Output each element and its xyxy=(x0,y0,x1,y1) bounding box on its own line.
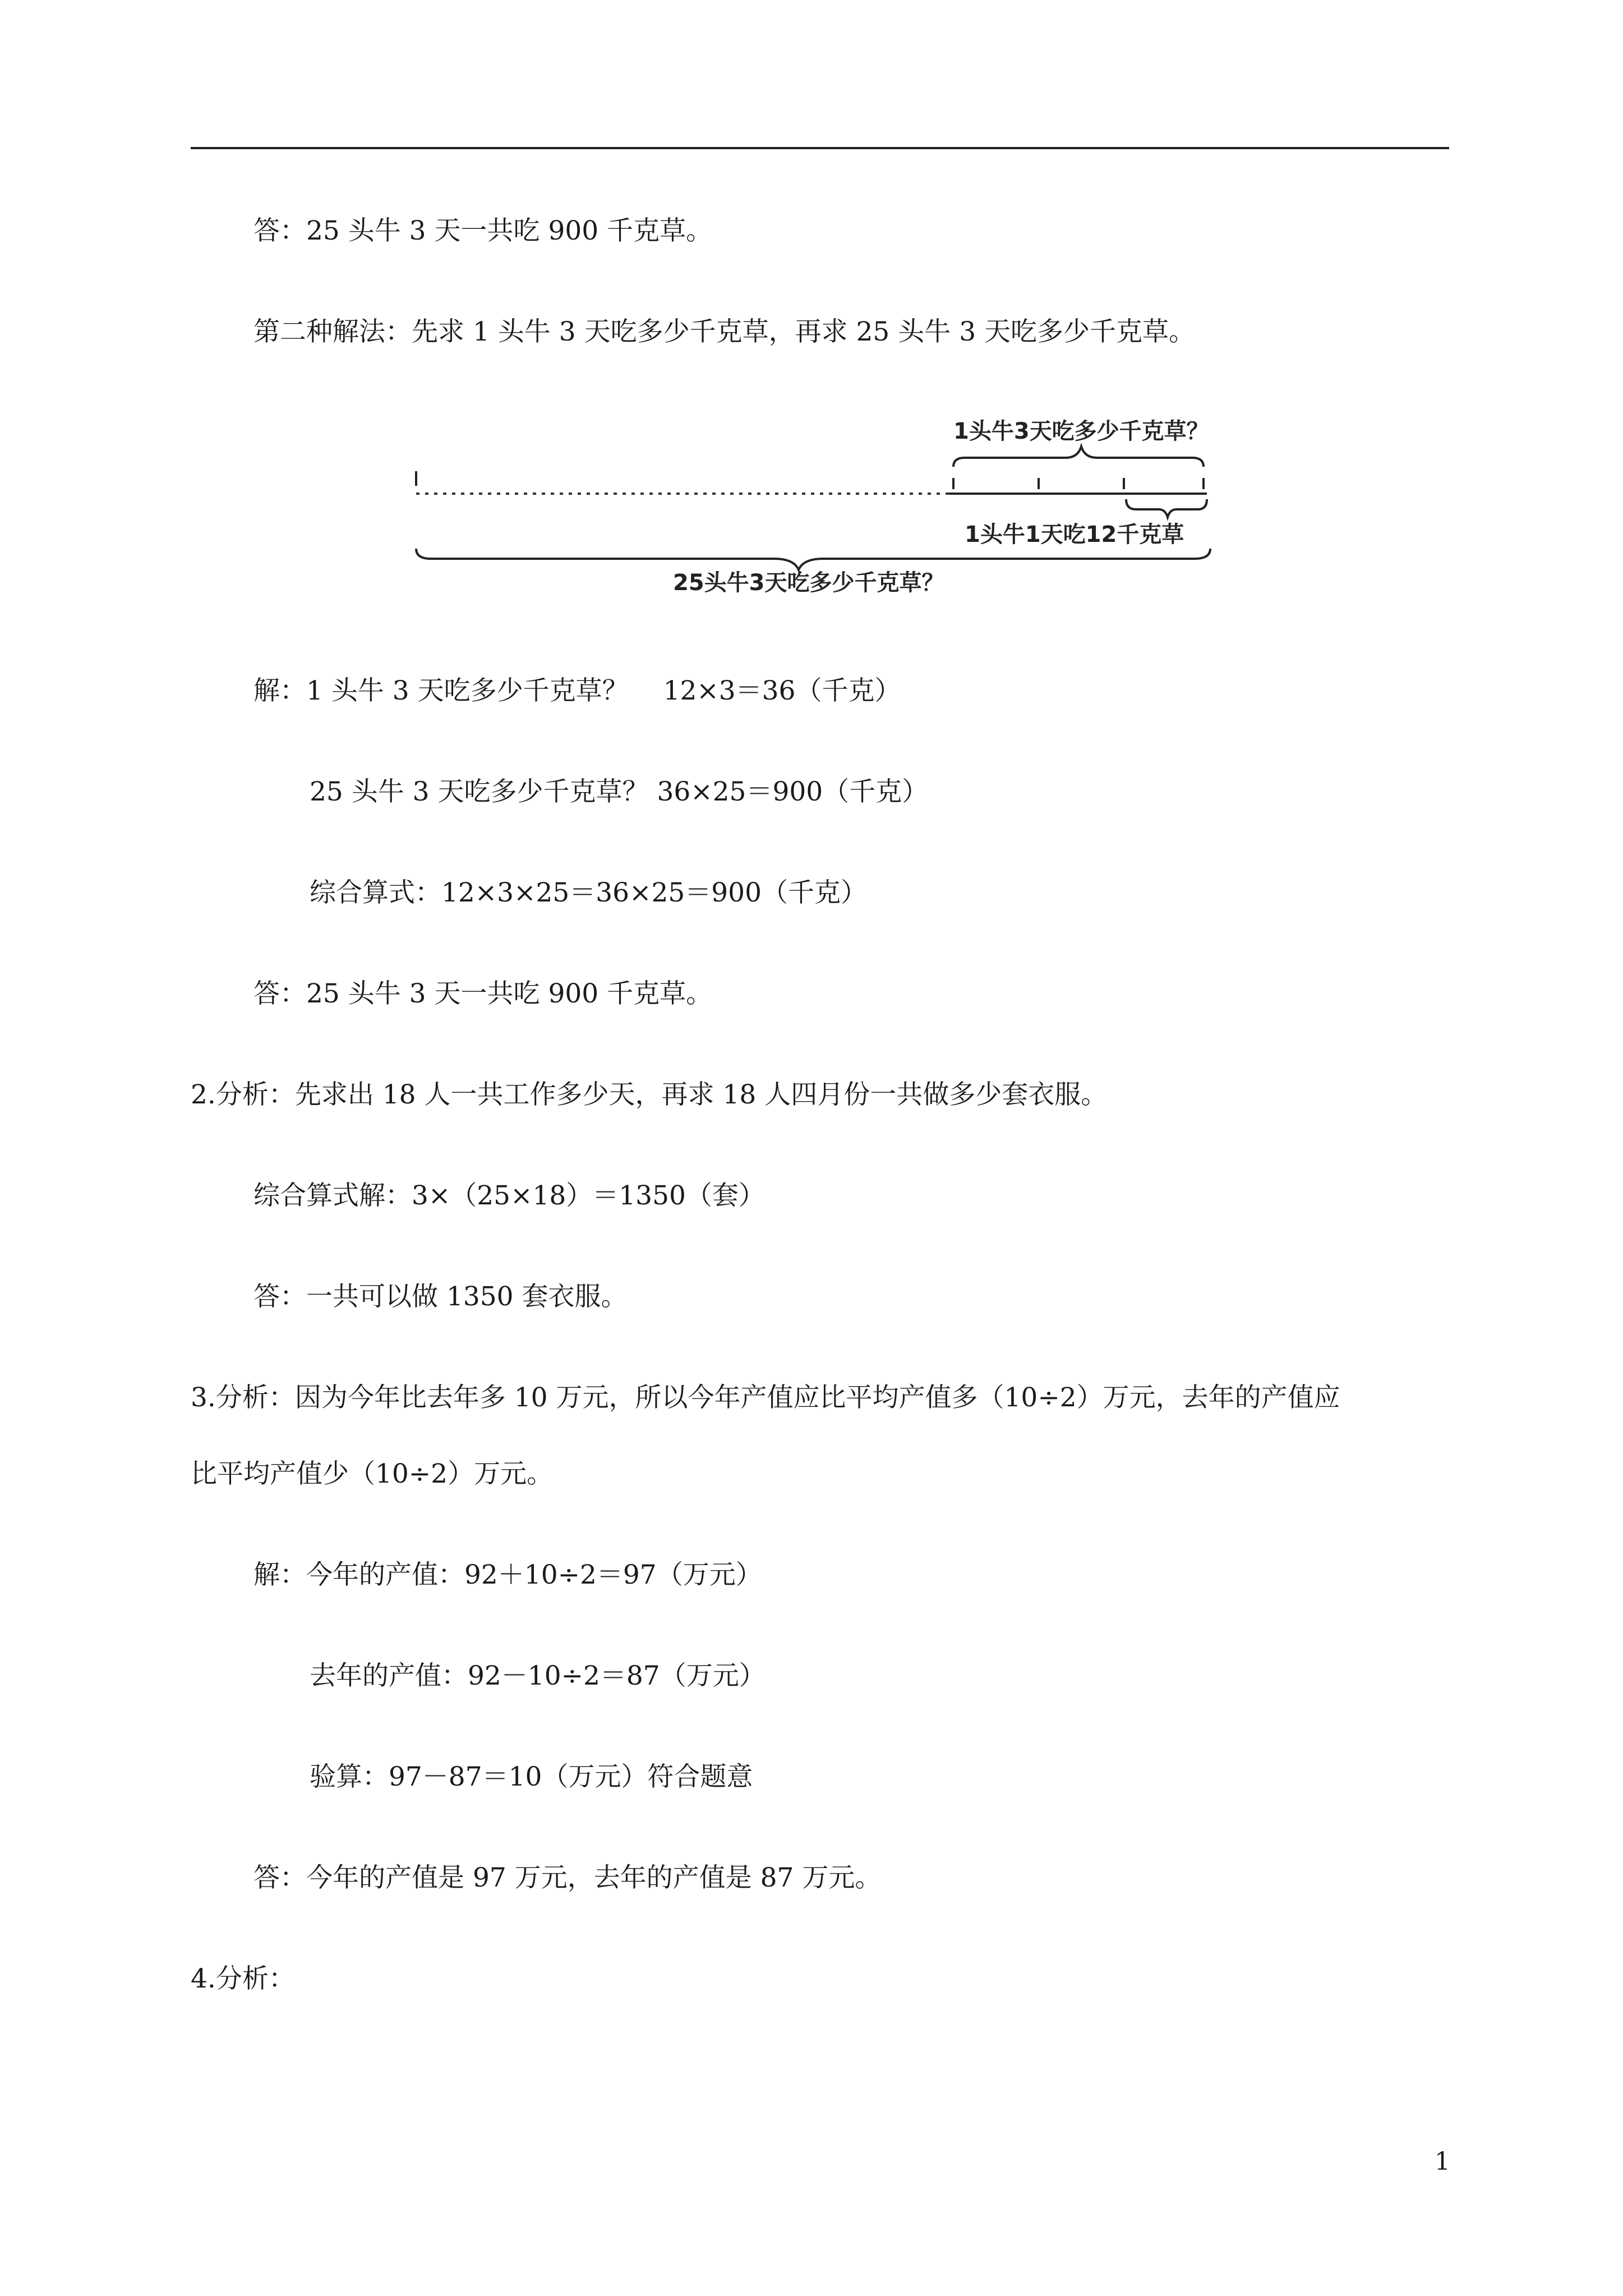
small-brace xyxy=(1126,499,1207,517)
solution-step-1: 解：1 头牛 3 天吃多少千克草？ 12×3＝36（千克） xyxy=(253,675,901,706)
header-rule xyxy=(191,147,1449,149)
line-segment-diagram xyxy=(393,415,1245,600)
solution-step-2: 25 头牛 3 天吃多少千克草？ 36×25＝900（千克） xyxy=(310,776,929,807)
bottom-brace xyxy=(416,549,1210,570)
problem-3-analysis-line-2: 比平均产值少（10÷2）万元。 xyxy=(191,1458,554,1489)
problem-2-answer: 答：一共可以做 1350 套衣服。 xyxy=(253,1281,628,1312)
problem-2-formula: 综合算式解：3×（25×18）＝1350（套） xyxy=(253,1180,765,1211)
method-two-line: 第二种解法：先求 1 头牛 3 天吃多少千克草，再求 25 头牛 3 天吃多少千克草。 xyxy=(253,316,1196,347)
top-brace-label: 1头牛3天吃多少千克草？ xyxy=(953,418,1209,444)
answer-line-2: 答：25 头牛 3 天一共吃 900 千克草。 xyxy=(253,978,713,1009)
problem-3-step-1: 解：今年的产值：92＋10÷2＝97（万元） xyxy=(253,1559,762,1590)
top-brace xyxy=(953,447,1204,467)
problem-2-analysis: 2.分析：先求出 18 人一共工作多少天，再求 18 人四月份一共做多少套衣服。 xyxy=(191,1079,1108,1110)
problem-3-check: 验算：97－87＝10（万元）符合题意 xyxy=(310,1761,753,1792)
problem-3-answer: 答：今年的产值是 97 万元，去年的产值是 87 万元。 xyxy=(253,1862,882,1893)
problem-3-step-2: 去年的产值：92－10÷2＝87（万元） xyxy=(310,1660,766,1691)
problem-4-analysis: 4.分析： xyxy=(191,1963,295,1994)
mid-brace-label: 1头牛1天吃12千克草 xyxy=(965,522,1184,547)
problem-3-analysis-line-1: 3.分析：因为今年比去年多 10 万元，所以今年产值应比平均产值多（10÷2）万元，去年的产值应 xyxy=(191,1382,1340,1413)
bottom-brace-label: 25头牛3天吃多少千克草？ xyxy=(673,570,944,596)
answer-line-1: 答：25 头牛 3 天一共吃 900 千克草。 xyxy=(253,215,713,246)
combined-formula: 综合算式：12×3×25＝36×25＝900（千克） xyxy=(310,877,867,908)
page-number: 1 xyxy=(1435,2147,1450,2176)
